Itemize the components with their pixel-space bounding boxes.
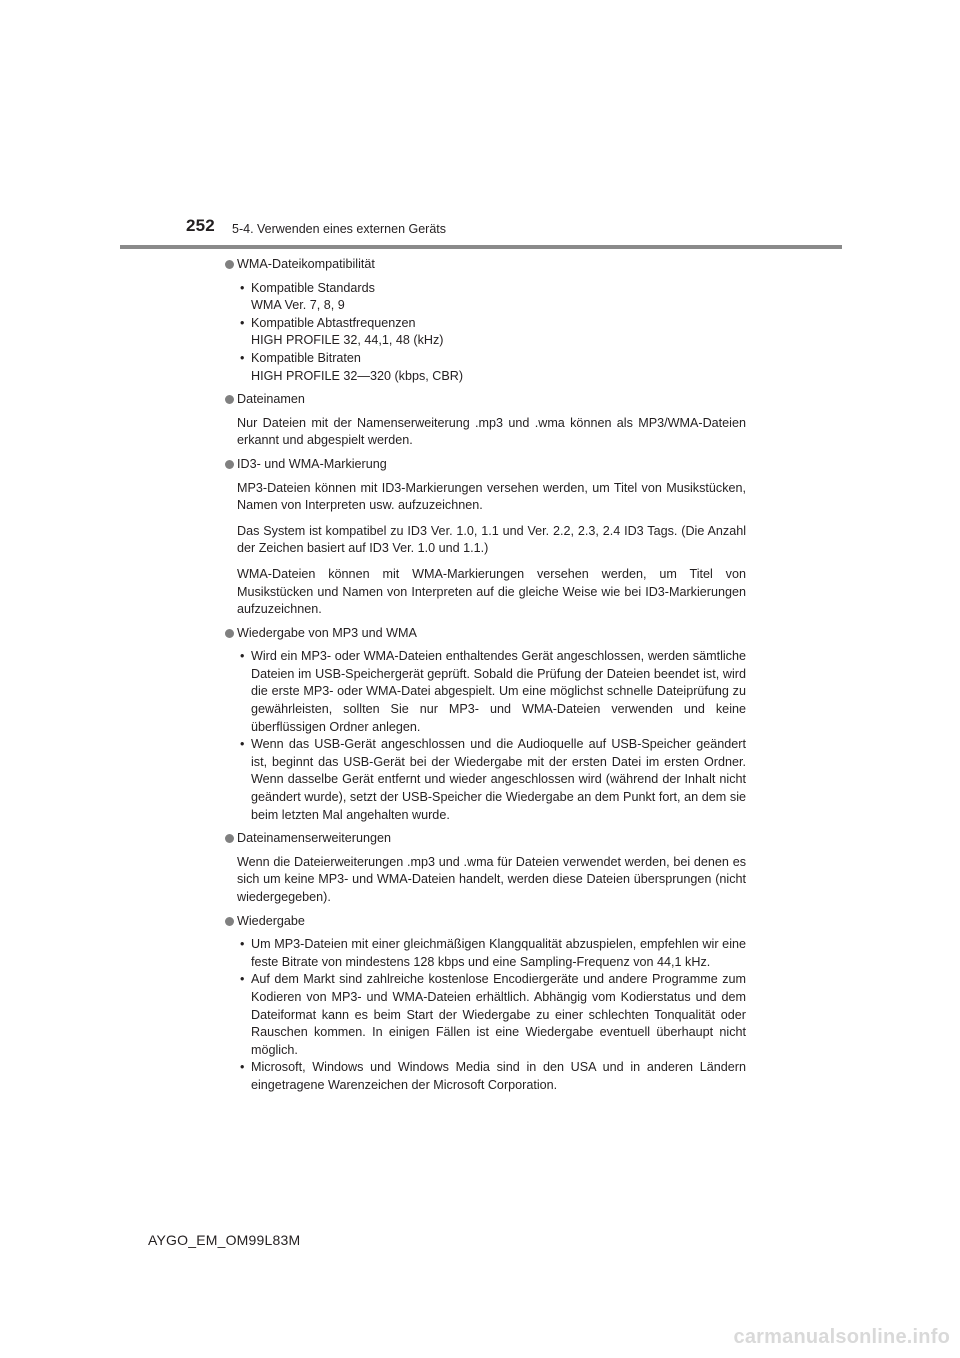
list-item: • Wird ein MP3- oder WMA-Dateien enthaltendes Gerät angeschlossen, werden sämtliche Dateien im USB-Speichergerät geprüft. Sobald die Prüfung der Dateien beendet ist, wird die erste MP3- oder WMA-Datei abgespielt. Um eine möglichst schnelle Dateiprüfung zu gewährleisten, sollten Sie nur MP3- und WMA-Dateien verwenden und keine überflüssigen Ordner anlegen. bbox=[220, 648, 746, 736]
section-heading: ID3- und WMA-Markierung bbox=[220, 456, 746, 474]
section-file-extensions bbox=[220, 830, 746, 906]
section-heading: WMA-Dateikompatibilität bbox=[220, 256, 746, 274]
page-content bbox=[220, 252, 746, 1101]
bullet-dot-icon bbox=[225, 395, 234, 404]
paragraph: Nur Dateien mit der Namenserweiterung .mp3 und .wma können als MP3/WMA-Dateien erkannt und abgespielt werden. bbox=[237, 415, 746, 448]
paragraph: Das System ist kompatibel zu ID3 Ver. 1.0, 1.1 und Ver. 2.2, 2.3, 2.4 ID3 Tags. (Die Anzahl der Zeichen basiert auf ID3 Ver. 1.0 und 1.1.) bbox=[237, 523, 746, 556]
note-list bbox=[220, 936, 746, 1094]
paragraph: Wenn die Dateierweiterungen .mp3 und .wma für Dateien verwendet werden, bei denen es sich um keine MP3- und WMA-Dateien handelt, werden diese Dateien übersprungen (nicht wiedergegeben). bbox=[237, 854, 746, 904]
section-heading: Dateinamen bbox=[220, 391, 746, 409]
section-id3-wma-tags bbox=[220, 456, 746, 619]
bullet-dot-icon bbox=[225, 917, 234, 926]
paragraph: WMA-Dateien können mit WMA-Markierungen versehen werden, um Titel von Musikstücken und Namen von Interpreten auf die gleiche Weise wie bei ID3-Markierungen aufzuzeichnen. bbox=[237, 566, 746, 617]
section-heading: Wiedergabe bbox=[220, 913, 746, 931]
list-item: • Kompatible Abtastfrequenzen HIGH PROFILE 32, 44,1, 48 (kHz) bbox=[220, 315, 746, 350]
list-item: • Microsoft, Windows und Windows Media sind in den USA und in anderen Ländern eingetragene Warenzeichen der Microsoft Corporation. bbox=[220, 1059, 746, 1094]
bullet-dot-icon bbox=[225, 260, 234, 269]
section-heading: Wiedergabe von MP3 und WMA bbox=[220, 625, 746, 643]
bullet-dot-icon bbox=[225, 460, 234, 469]
section-playback bbox=[220, 913, 746, 1095]
header-divider bbox=[120, 245, 842, 249]
bullet-dot-icon bbox=[225, 629, 234, 638]
section-title: 5-4. Verwenden eines externen Geräts bbox=[232, 222, 447, 236]
list-item: • Auf dem Markt sind zahlreiche kostenlose Encodiergeräte und andere Programme zum Kodieren von MP3- und WMA-Dateien erhältlich. Abhängig vom Kodierstatus und dem Dateiformat kann es beim Start der Wiedergabe zu einer schlechten Tonqualität oder Rauschen kommen. In einigen Fällen ist eine Wiedergabe eventuell überhaupt nicht möglich. bbox=[220, 971, 746, 1059]
note-list bbox=[220, 648, 746, 824]
section-heading: Dateinamenserweiterungen bbox=[220, 830, 746, 848]
page-number: 252 bbox=[186, 216, 215, 235]
list-item: • Kompatible Bitraten HIGH PROFILE 32—320 (kbps, CBR) bbox=[220, 350, 746, 385]
list-item: • Kompatible Standards WMA Ver. 7, 8, 9 bbox=[220, 280, 746, 315]
list-item: • Um MP3-Dateien mit einer gleichmäßigen Klangqualität abzuspielen, empfehlen wir eine feste Bitrate von mindestens 128 kbps und eine Sampling-Frequenz von 44,1 kHz. bbox=[220, 936, 746, 971]
bullet-dot-icon bbox=[225, 834, 234, 843]
section-wma-compatibility bbox=[220, 256, 746, 385]
section-file-names bbox=[220, 391, 746, 450]
paragraph: MP3-Dateien können mit ID3-Markierungen versehen werden, um Titel von Musikstücken, Namen von Interpreten usw. aufzuzeichnen. bbox=[237, 480, 746, 513]
document-code: AYGO_EM_OM99L83M bbox=[148, 1232, 301, 1248]
list-item: • Wenn das USB-Gerät angeschlossen und die Audioquelle auf USB-Speicher geändert ist, beginnt das USB-Gerät bei der Wiedergabe mit der ersten Datei im ersten Ordner. Wenn dasselbe Gerät entfernt und wieder angeschlossen wird (während der Inhalt nicht geändert wurde), setzt der USB-Speicher die Wiedergabe an dem Punkt fort, an dem sie beim letzten Mal angehalten wurde. bbox=[220, 736, 746, 824]
section-mp3-wma-playback bbox=[220, 625, 746, 825]
spec-list bbox=[220, 280, 746, 386]
watermark: carmanualsonline.info bbox=[733, 1326, 950, 1348]
